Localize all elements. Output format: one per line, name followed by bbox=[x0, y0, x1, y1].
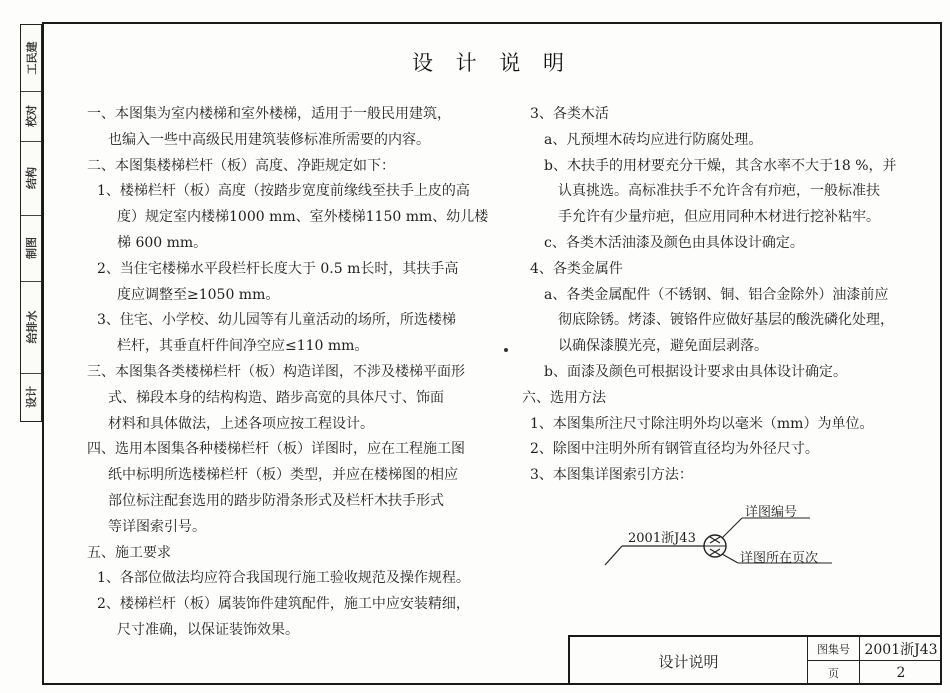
text-line: 等详图索引号。 bbox=[108, 518, 206, 535]
side-label-discipline: 工民建 bbox=[21, 25, 41, 92]
text-line: 梯 600 mm。 bbox=[117, 234, 208, 251]
side-signature-strip bbox=[20, 24, 42, 422]
text-line: 3、各类木活 bbox=[530, 106, 609, 122]
text-line: 部位标注配套选用的踏步防滑条形式及栏杆木扶手形式 bbox=[108, 492, 444, 509]
text-line: 四、选用本图集各种楼梯栏杆（板）详图时，应在工程施工图 bbox=[87, 441, 465, 458]
text-line: 栏杆，其垂直杆件间净空应≤110 mm。 bbox=[117, 338, 369, 355]
text-line: 三、本图集各类楼梯栏杆（板）构造详图，不涉及楼梯平面形 bbox=[87, 363, 465, 380]
title-block bbox=[568, 635, 942, 685]
text-line: 以确保漆膜光亮，避免面层剥落。 bbox=[558, 338, 768, 355]
text-line: 1、各部位做法均应符合我国现行施工验收规范及操作规程。 bbox=[97, 570, 470, 587]
title-block-name: 设计说明 bbox=[570, 637, 808, 685]
left-text-column bbox=[87, 102, 507, 644]
page-title: 设 计 说 明 bbox=[411, 51, 573, 75]
text-line: 一、本图集为室内楼梯和室外楼梯，适用于一般民用建筑， bbox=[87, 106, 451, 122]
index-reference-diagram bbox=[600, 497, 860, 581]
text-line: 式、梯段本身的结构构造、踏步高宽的具体尺寸、饰面 bbox=[108, 389, 444, 406]
right-text-column bbox=[522, 102, 932, 489]
text-line: b、面漆及颜色可根据设计要求由具体设计确定。 bbox=[544, 363, 847, 380]
text-line: b、木扶手的用材要充分干燥，其含水率不大于18 %，并 bbox=[544, 157, 897, 174]
text-line: 度）规定室内楼梯1000 mm、室外楼梯1150 mm、幼儿楼 bbox=[117, 209, 489, 226]
index-atlas-code: 2001浙J43 bbox=[628, 531, 696, 546]
stray-dot bbox=[504, 348, 508, 352]
text-line: 五、施工要求 bbox=[87, 544, 171, 561]
text-line: 4、各类金属件 bbox=[530, 260, 623, 277]
title-block-atlas-number: 2001浙J43 bbox=[860, 637, 942, 661]
title-block-atlas-label: 图集号 bbox=[808, 637, 860, 661]
text-line: 2、楼梯栏杆（板）属装饰件建筑配件，施工中应安装精细， bbox=[97, 596, 470, 613]
text-line: 也编入一些中高级民用建筑装修标准所需要的内容。 bbox=[108, 131, 430, 148]
text-line: 手允许有少量疖疤，但应用同种木材进行挖补粘牢。 bbox=[558, 209, 880, 226]
side-label-plumbing: 给排水 bbox=[21, 281, 41, 374]
text-line: c、各类木活油漆及颜色由具体设计确定。 bbox=[544, 234, 804, 251]
text-line: 二、本图集楼梯栏杆（板）高度、净距规定如下： bbox=[87, 157, 395, 174]
text-line: 1、本图集所注尺寸除注明外均以毫米（mm）为单位。 bbox=[530, 415, 874, 432]
text-line: 纸中标明所选楼梯栏杆（板）类型，并应在楼梯图的相应 bbox=[108, 467, 458, 484]
side-label-structure: 结构 bbox=[21, 141, 41, 216]
text-line: 2、除图中注明外所有钢管直径均为外径尺寸。 bbox=[530, 441, 819, 458]
title-block-page-label: 页 bbox=[808, 661, 860, 685]
side-label-design: 设计 bbox=[25, 386, 38, 408]
text-line: 2、当住宅楼梯水平段栏杆长度大于 0.5 m长时，其扶手高 bbox=[97, 260, 459, 277]
text-line: 彻底除锈。烤漆、镀铬件应做好基层的酸洗磷化处理， bbox=[558, 312, 894, 329]
text-line: 3、住宅、小学校、幼儿园等有儿童活动的场所，所选楼梯 bbox=[97, 312, 456, 329]
index-detail-number-label: 详图编号 bbox=[745, 505, 798, 520]
text-line: a、凡预埋木砖均应进行防腐处理。 bbox=[544, 131, 763, 148]
text-line: 认真挑选。高标准扶手不允许含有疖疤，一般标准扶 bbox=[558, 183, 880, 200]
text-line: 尺寸准确，以保证装饰效果。 bbox=[117, 621, 299, 638]
text-line: 3、本图集详图索引方法： bbox=[530, 467, 693, 484]
text-line: 1、楼梯栏杆（板）高度（按踏步宽度前缘线至扶手上皮的高 bbox=[97, 183, 470, 200]
side-label-drawing: 制图 bbox=[21, 215, 41, 282]
side-label-check: 校对 bbox=[21, 91, 41, 142]
text-line: a、各类金属配件（不锈钢、铜、铝合金除外）油漆前应 bbox=[544, 286, 889, 303]
text-line: 度应调整至≥1050 mm。 bbox=[117, 286, 280, 303]
title-block-page-number: 2 bbox=[896, 665, 906, 681]
text-line: 材料和具体做法，上述各项应按工程设计。 bbox=[108, 415, 374, 432]
text-line: 六、选用方法 bbox=[522, 389, 606, 406]
index-detail-page-label: 详图所在页次 bbox=[740, 551, 819, 566]
